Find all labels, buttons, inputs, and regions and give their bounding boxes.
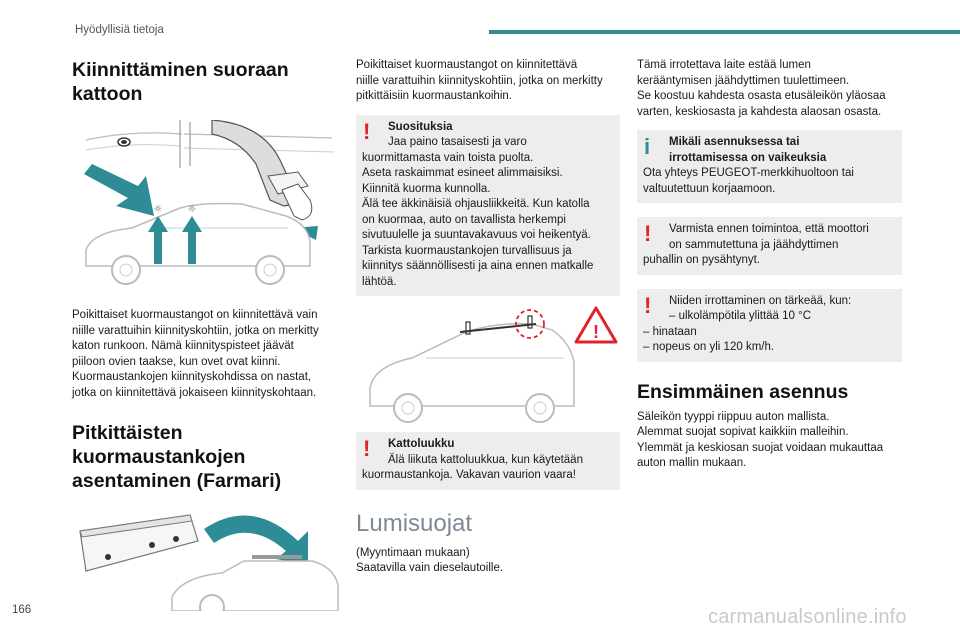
column-1 [72,58,340,611]
info-icon: i [644,134,651,159]
snow-screens-description: Tämä irrotettava laite estää lumen kerääntymisen jäähdyttimen tuulettimeen. Se koostuu kahdesta osasta etusäleikön yläosaa varten, keskiosasta ja kahdesta alaosan osasta. [637,59,886,118]
roof-mount-illustration [72,120,340,298]
note-title: Kattoluukku [388,438,455,450]
svg-text:☼: ☼ [153,204,163,215]
sunroof-note: ! Kattoluukku Älä liikuta kattoluukkua, kun käytetään kuormaustankoja. Vakavan vaurion vaara! [356,432,620,490]
roof-mount-paragraph: Poikittaiset kuormaustangot on kiinnitettävä vain niille varattuihin kiinnityskohtiin, jotka on merkitty katon runkoon. Nämä kiinnityspisteet jäävät piiloon ovien taakse, kun ovet ovat kiinni. Kuormaustankojen kiinnityskohdissa on nastat, jotka on kiinnitettävä jokaiseen kiinnityskohtaan. [72,309,319,399]
page-number: 166 [12,604,32,616]
longitudinal-bars-paragraph: Poikittaiset kuormaustangot on kiinnitettävä niille varattuihin kiinnityskohtiin, jotka on merkitty pitkittäisiin kuormaustankoihin. [356,59,603,102]
longitudinal-bars-illustration [72,501,340,611]
column-2 [356,58,620,577]
sunroof-warning-illustration [356,306,620,424]
warning-icon: ! [644,292,652,318]
first-installation-paragraph: Säleikön tyyppi riippuu auton mallista. Alemmat suojat sopivat kaikkiin malleihin. Ylemmät ja keskiosan suojat voidaan mukauttaa auton mallin mukaan. [637,410,884,469]
warning-icon: ! [363,436,371,461]
watermark-text: carmanualsonline.info [708,606,907,628]
header-accent-bar [489,30,960,34]
warning-icon: ! [644,221,652,246]
running-header: Hyödyllisiä tietoja [75,24,164,36]
section-title-longitudinal-bars: Pitkittäisten kuormaustankojen asentaminen (Farmari) [72,422,282,492]
section-title-snow-screens: Lumisuojat [356,509,473,537]
note-title: Suosituksia [388,120,453,133]
section-title-roof-mount: Kiinnittäminen suoraan kattoon [72,59,289,105]
column-3 [637,58,902,472]
recommendations-note: ! Suosituksia Jaa paino tasaisesti ja varo kuormittamasta vain toista puolta. Aseta raskaimmat esineet alimmaisiksi. Kiinnitä kuorma kunnolla. Älä tee äkkinäisiä ohjausliikkeitä. Kun katolla on kuormaa, auto on tavallista herkempi sivutuulelle ja suuntavakavuus voi heikentyä. Tarkista kuormaustankojen turvallisuus ja kiinnitys säännöllisesti ja aina ennen matkalle lähtöä. [356,115,620,297]
warning-icon: ! [363,118,371,144]
note-title: Mikäli asennuksessa tai [669,136,800,148]
svg-text:!: ! [593,322,599,342]
snow-screens-paragraph: (Myyntimaan mukaan) Saatavilla vain dieselautoille. [356,546,504,574]
engine-off-warning-note: ! Varmista ennen toimintoa, että moottori on sammutettuna ja jäähdyttimen puhallin on pysähtynyt. [637,217,902,275]
removal-conditions-note: ! Niiden irrottaminen on tärkeää, kun: – ulkolämpötila ylittää 10 °C – hinataan – nopeus on yli 120 km/h. [637,289,902,362]
installation-info-note: i Mikäli asennuksessa tai irrottamisessa on vaikeuksia Ota yhteys PEUGEOT-merkkihuoltoon tai valtuutettuun korjaamoon. [637,130,902,203]
section-title-first-installation: Ensimmäinen asennus [637,380,849,403]
svg-text:☼: ☼ [187,204,197,215]
